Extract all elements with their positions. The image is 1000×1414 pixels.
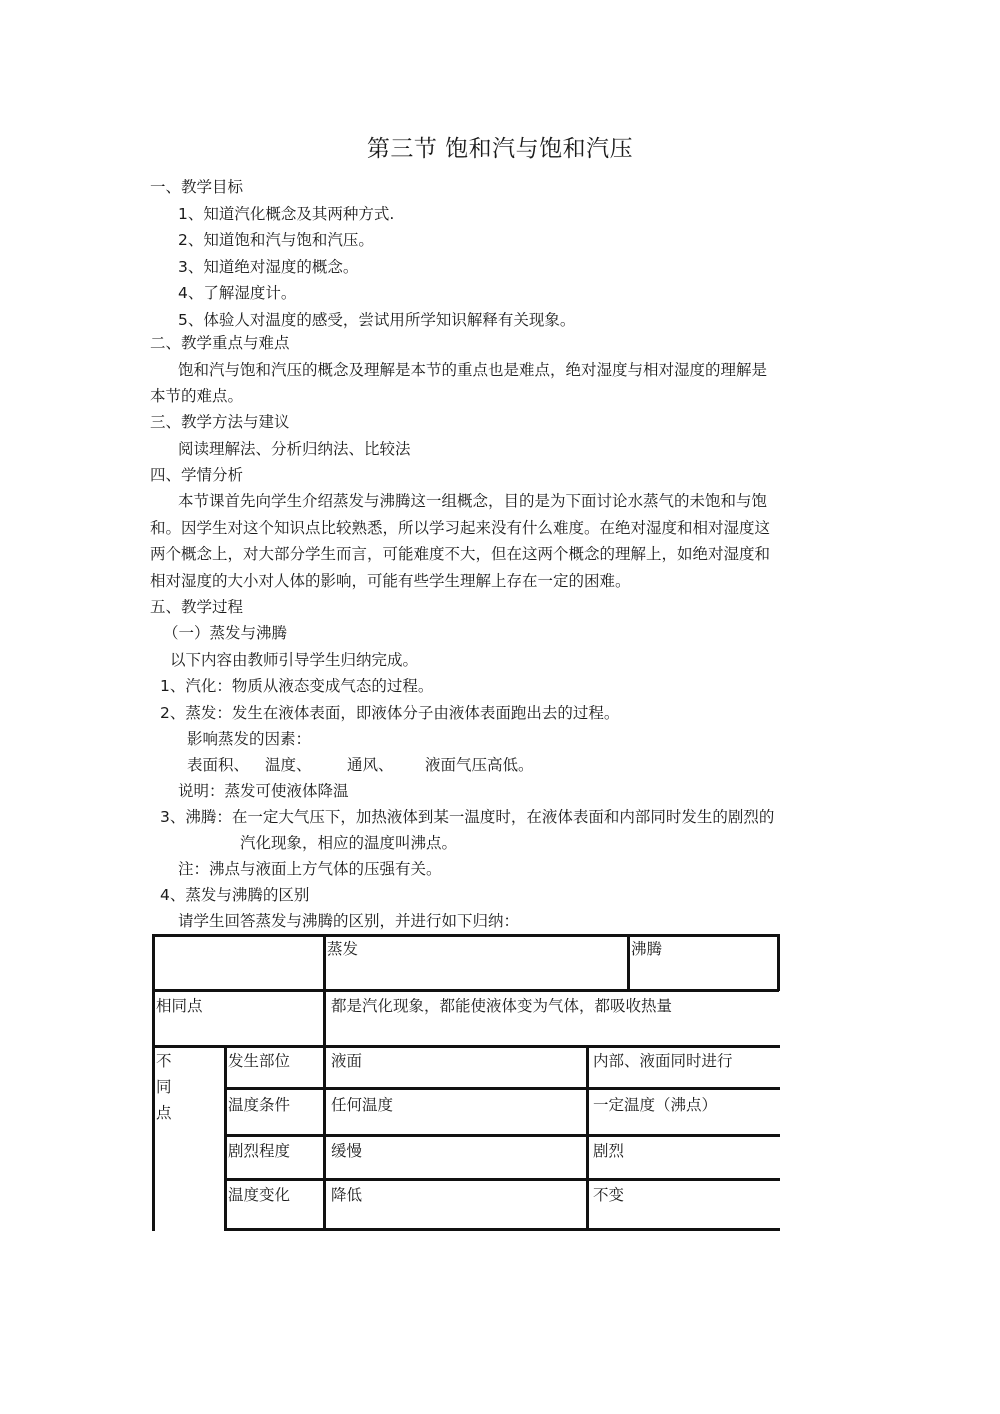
table-boiling-value: 内部、液面同时进行 bbox=[593, 1052, 733, 1070]
table-same-value: 都是汽化现象，都能使液体变为气体，都吸收热量 bbox=[331, 997, 673, 1015]
paragraph-line: 阅读理解法、分析归纳法、比较法 bbox=[178, 440, 411, 458]
subsection-heading: （一）蒸发与沸腾 bbox=[163, 624, 288, 642]
paragraph-line: 相对湿度的大小对人体的影响，可能有些学生理解上存在一定的困难。 bbox=[150, 572, 631, 590]
table-row-divider bbox=[152, 1045, 780, 1048]
table-same-label: 相同点 bbox=[156, 997, 203, 1015]
factor-item: 表面积、 bbox=[187, 756, 250, 774]
table-evaporation-value: 降低 bbox=[331, 1186, 363, 1204]
list-item: 2、蒸发：发生在液体表面，即液体分子由液体表面跑出去的过程。 bbox=[160, 704, 620, 722]
paragraph-line: 请学生回答蒸发与沸腾的区别，并进行如下归纳： bbox=[178, 912, 520, 930]
table-evaporation-value: 缓慢 bbox=[331, 1142, 363, 1160]
table-boiling-value: 剧烈 bbox=[593, 1142, 625, 1160]
section-heading-process: 五、教学过程 bbox=[150, 598, 244, 616]
note-line: 说明：蒸发可使液体降温 bbox=[178, 782, 349, 800]
table-border-bottom bbox=[224, 1228, 780, 1231]
list-item: 4、蒸发与沸腾的区别 bbox=[160, 886, 310, 904]
table-border-right bbox=[777, 934, 780, 991]
factor-item: 液面气压高低。 bbox=[425, 756, 534, 774]
factors-label: 影响蒸发的因素： bbox=[187, 730, 312, 748]
list-item-continued: 汽化现象，相应的温度叫沸点。 bbox=[240, 834, 458, 852]
table-aspect: 剧烈程度 bbox=[228, 1142, 291, 1160]
table-col-divider bbox=[627, 934, 630, 991]
section-heading-key-points: 二、教学重点与难点 bbox=[150, 334, 290, 352]
section-heading-methods: 三、教学方法与建议 bbox=[150, 413, 290, 431]
table-aspect: 发生部位 bbox=[228, 1052, 291, 1070]
table-header-evaporation: 蒸发 bbox=[327, 940, 359, 958]
table-boiling-value: 不变 bbox=[593, 1186, 625, 1204]
note-line: 注：沸点与液面上方气体的压强有关。 bbox=[178, 860, 442, 878]
table-evaporation-value: 液面 bbox=[331, 1052, 363, 1070]
objective-item: 4、了解湿度计。 bbox=[178, 284, 297, 302]
table-aspect: 温度变化 bbox=[228, 1186, 291, 1204]
section-heading-analysis: 四、学情分析 bbox=[150, 466, 244, 484]
table-row-divider bbox=[224, 1087, 780, 1090]
factor-item: 通风、 bbox=[347, 756, 394, 774]
table-diff-label: 不同点 bbox=[156, 1052, 172, 1122]
paragraph-line: 本节的难点。 bbox=[150, 387, 244, 405]
paragraph-line: 饱和汽与饱和汽压的概念及理解是本节的重点也是难点，绝对湿度与相对湿度的理解是 bbox=[178, 361, 768, 379]
table-boiling-value: 一定温度（沸点） bbox=[593, 1096, 718, 1114]
table-border-left bbox=[152, 934, 155, 1231]
objective-item: 2、知道饱和汽与饱和汽压。 bbox=[178, 231, 374, 249]
list-item: 3、沸腾：在一定大气压下，加热液体到某一温度时，在液体表面和内部同时发生的剧烈的 bbox=[160, 808, 775, 826]
paragraph-line: 本节课首先向学生介绍蒸发与沸腾这一组概念，目的是为下面讨论水蒸气的未饱和与饱 bbox=[178, 492, 768, 510]
table-row-divider bbox=[152, 989, 779, 992]
table-col-divider bbox=[586, 1045, 589, 1231]
table-aspect: 温度条件 bbox=[228, 1096, 291, 1114]
table-row-divider bbox=[224, 1178, 780, 1181]
factor-item: 温度、 bbox=[265, 756, 312, 774]
table-border-top bbox=[152, 934, 779, 937]
objective-item: 3、知道绝对湿度的概念。 bbox=[178, 258, 359, 276]
paragraph-line: 和。因学生对这个知识点比较熟悉，所以学习起来没有什么难度。在绝对湿度和相对湿度这 bbox=[150, 519, 771, 537]
paragraph-line: 两个概念上，对大部分学生而言，可能难度不大，但在这两个概念的理解上，如绝对湿度和 bbox=[150, 545, 771, 563]
table-header-boiling: 沸腾 bbox=[631, 940, 663, 958]
page-title: 第三节 饱和汽与饱和汽压 bbox=[366, 136, 634, 162]
table-row-divider bbox=[224, 1134, 780, 1137]
objective-item: 5、体验人对温度的感受，尝试用所学知识解释有关现象。 bbox=[178, 311, 576, 329]
objective-item: 1、知道汽化概念及其两种方式. bbox=[178, 205, 395, 223]
table-evaporation-value: 任何温度 bbox=[331, 1096, 394, 1114]
list-item: 1、汽化：物质从液态变成气态的过程。 bbox=[160, 677, 434, 695]
section-heading-objectives: 一、教学目标 bbox=[150, 178, 244, 196]
paragraph-line: 以下内容由教师引导学生归纳完成。 bbox=[170, 651, 419, 669]
table-col-divider bbox=[224, 1045, 227, 1231]
table-col-divider bbox=[323, 934, 326, 1230]
